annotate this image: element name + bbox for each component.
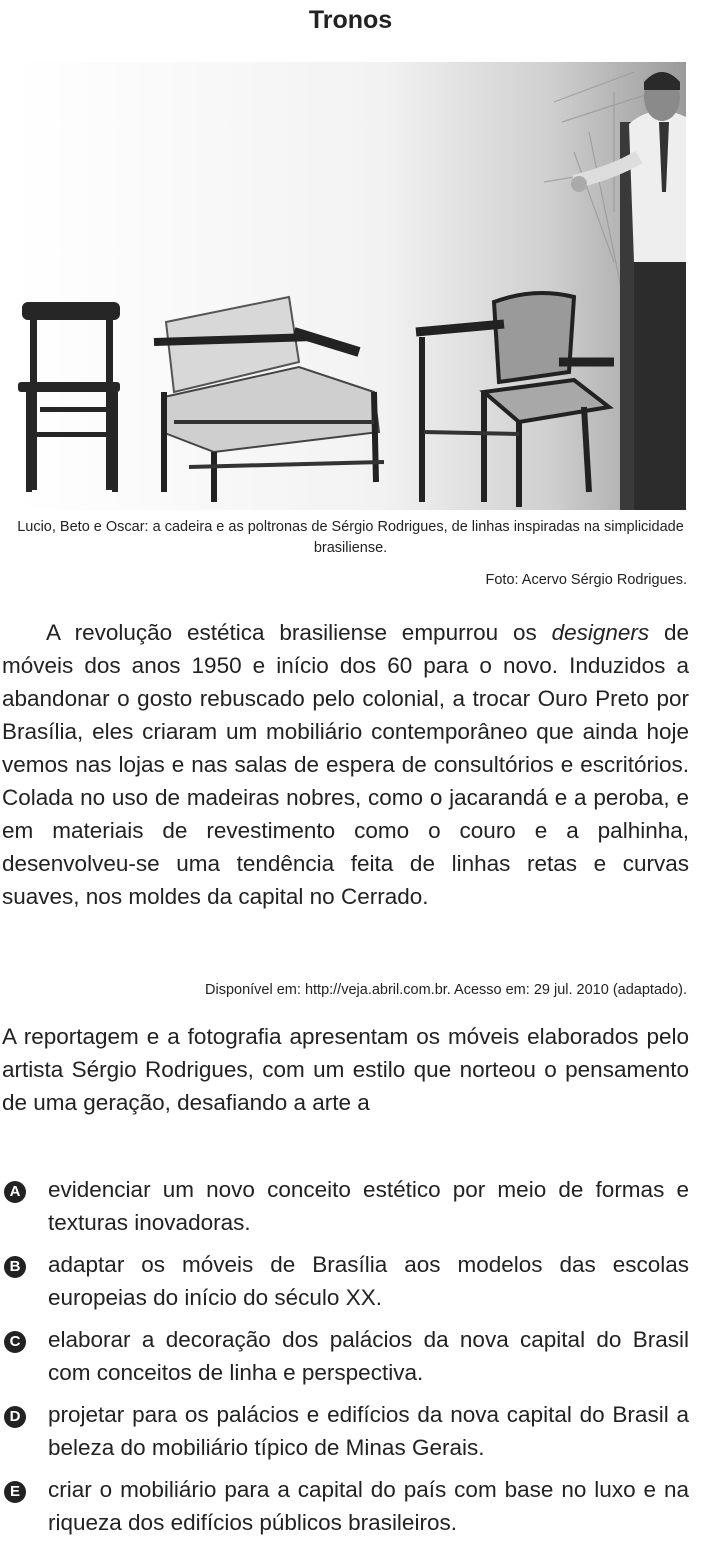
- page-title: Tronos: [308, 6, 393, 34]
- option-c[interactable]: [2, 1323, 689, 1389]
- article-text: [2, 616, 689, 913]
- option-letter-badge: D: [4, 1406, 26, 1428]
- photo-caption: Lucio, Beto e Oscar: a cadeira e as poltronas de Sérgio Rodrigues, de linhas inspiradas na simplicidade brasiliense.: [17, 519, 684, 556]
- question-stem: A reportagem e a fotografia apresentam os móveis elaborados pelo artista Sérgio Rodrigues, com um estilo que norteou o pensamento de uma geração, desafiando a arte a: [2, 1024, 689, 1115]
- option-text: criar o mobiliário para a capital do país com base no luxo e na riqueza dos edifícios públicos brasileiros.: [48, 1477, 689, 1535]
- option-text: elaborar a decoração dos palácios da nova capital do Brasil com conceitos de linha e perspectiva.: [48, 1327, 689, 1385]
- option-a[interactable]: [2, 1173, 689, 1239]
- option-letter-badge: B: [4, 1256, 26, 1278]
- article-italic-word: designers: [551, 620, 650, 645]
- option-letter-badge: C: [4, 1331, 26, 1353]
- option-letter-badge: A: [4, 1181, 26, 1203]
- option-b[interactable]: [2, 1248, 689, 1314]
- option-e[interactable]: [2, 1473, 689, 1539]
- option-text: projetar para os palácios e edifícios da nova capital do Brasil a beleza do mobiliário típico de Minas Gerais.: [48, 1402, 689, 1460]
- option-letter-badge: E: [4, 1481, 26, 1503]
- option-d[interactable]: [2, 1398, 689, 1464]
- option-text: evidenciar um novo conceito estético por meio de formas e texturas inovadoras.: [48, 1177, 689, 1235]
- photo-credit: Foto: Acervo Sérgio Rodrigues.: [485, 572, 687, 588]
- option-text: adaptar os móveis de Brasília aos modelos das escolas europeias do início do século XX.: [48, 1252, 689, 1310]
- furniture-photo: [14, 62, 686, 510]
- answer-options: [2, 1173, 689, 1548]
- article-source: Disponível em: http://veja.abril.com.br. Acesso em: 29 jul. 2010 (adaptado).: [205, 982, 687, 998]
- article-part-1: A revolução estética brasiliense empurrou os: [46, 620, 552, 645]
- article-part-2: de móveis dos anos 1950 e início dos 60 para o novo. Induzidos a abandonar o gosto rebuscado pelo colonial, a trocar Ouro Preto por Brasília, eles criaram um mobiliário contemporâneo que ainda hoje vemos nas lojas e nas salas de espera de consultórios e escritórios. Colada no uso de madeiras nobres, como o jacarandá e a peroba, e em materiais de revestimento como o couro e a palhinha, desenvolveu-se uma tendência feita de linhas retas e curvas suaves, nos moldes da capital no Cerrado.: [2, 620, 689, 909]
